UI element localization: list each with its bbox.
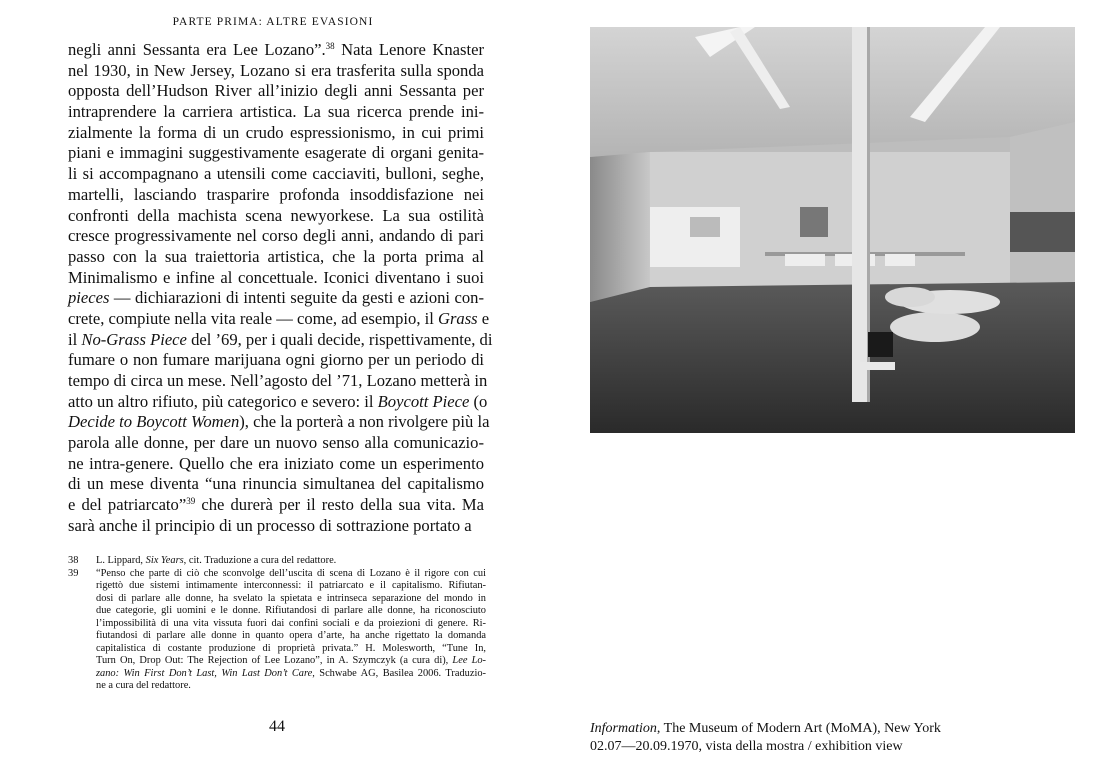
text-run: Nata Lenore Knaster xyxy=(334,40,484,59)
body-line xyxy=(68,164,484,185)
text-run: confronti della machista scena newyorkese. La sua ostilità xyxy=(68,205,484,225)
text-run: Turn On, Drop Out: The Rejection of Lee Lozano”, in A. Szymczyk (a cura di), xyxy=(96,655,453,667)
body-line xyxy=(68,516,484,537)
text-run: e del patriarcato” xyxy=(68,495,187,515)
footnote-line xyxy=(96,680,486,693)
caption-venue: , The Museum of Modern Art (MoMA), New York xyxy=(656,721,941,736)
body-line xyxy=(68,185,484,206)
running-head: PARTE PRIMA: ALTRE EVASIONI xyxy=(172,16,374,28)
footnote xyxy=(68,555,486,568)
text-run: fumare o non fumare marijuana ogni giorno per un periodo di xyxy=(68,350,484,370)
footnote-ref: 39 xyxy=(186,496,196,507)
body-line xyxy=(68,391,488,413)
text-run: che durerà per il resto della sua vita. Ma xyxy=(195,495,484,515)
italic-text: Lee Lo- xyxy=(452,655,486,667)
caption-line-2: 02.07—20.09.1970, vista della mostra / exhibition view xyxy=(590,739,903,754)
exhibition-photo xyxy=(590,27,1075,433)
text-run: L. Lippard, xyxy=(96,555,146,566)
body-line xyxy=(68,206,484,227)
caption-line-1 xyxy=(590,720,1010,738)
text-run: ), che la porterà a non rivolgere più la xyxy=(239,412,490,432)
photo-caption xyxy=(590,720,1010,756)
text-run: due categorie, gli uomini e le donne. Rifiutandosi di parlare alle donne, ha riconosciuto xyxy=(96,605,486,617)
text-run: piani e immagini suggestivamente esagerate di organi genita- xyxy=(68,143,484,163)
footnote-text xyxy=(96,568,486,693)
text-run: di un mese diventa “una rinuncia simultanea del capitalismo xyxy=(68,474,484,494)
text-run: il xyxy=(68,329,82,349)
footnote-line xyxy=(96,655,486,668)
text-run: sarà anche il principio di un processo di sottrazione portato a xyxy=(68,515,472,535)
body-line xyxy=(68,474,484,495)
text-run: crete, compiute nella vita reale — come, ad esempio, il xyxy=(68,308,438,328)
body-line xyxy=(68,308,490,330)
body-line xyxy=(68,123,484,144)
footnote-number: 38 xyxy=(68,555,79,566)
text-run: , cit. Traduzione a cura del redattore. xyxy=(183,555,337,566)
text-run: nel 1930, in New Jersey, Lozano si era trasferita sulla sponda xyxy=(68,60,484,80)
text-run: dosi di parlare alle donne, ha svelato la spietata e intrinseca separazione del mondo in xyxy=(96,592,486,604)
footnote-line xyxy=(96,580,486,593)
body-line xyxy=(68,268,484,289)
body-line xyxy=(68,247,484,268)
text-run: atto un altro rifiuto, più categorico e severo: il xyxy=(68,391,378,411)
text-run: opposta dell’Hudson River all’inizio degli anni Sessanta per xyxy=(68,81,484,101)
italic-text: pieces xyxy=(68,288,110,308)
body-line xyxy=(68,329,493,351)
text-run: “Penso che parte di ciò che sconvolge dell’uscita di scena di Lozano è il rigore con cui xyxy=(96,567,486,579)
body-line xyxy=(68,371,488,392)
footnotes xyxy=(68,555,486,693)
text-run: passo con la sua traiettoria artistica, che la porta prima al xyxy=(68,246,484,266)
body-line xyxy=(68,495,484,516)
footnote-number: 39 xyxy=(68,567,79,579)
footnote-line xyxy=(96,555,486,568)
body-line xyxy=(68,40,484,61)
text-run: fiutandosi di parlare alle donne in quanto opera d’arte, ha anche rigettato la domanda xyxy=(96,630,486,642)
text-run: negli anni Sessanta era Lee Lozano”. xyxy=(68,40,326,59)
text-run: martelli, lasciando trasparire profonda insoddisfazione nei xyxy=(68,184,484,204)
caption-title: Information xyxy=(590,721,657,736)
body-line xyxy=(68,81,484,102)
text-run: Minimalismo e infine al concettuale. Iconici diventano i suoi xyxy=(68,267,484,287)
italic-text: Decide to Boycott Women xyxy=(68,412,240,432)
text-run: capitalistica di costante produzione di proprietà privata.” H. Molesworth, “Tune In, xyxy=(96,642,486,654)
text-run: li si accompagnano a utensili come cacciaviti, bulloni, seghe, xyxy=(68,164,484,184)
footnote-line xyxy=(96,593,486,606)
footnote-line xyxy=(96,568,486,581)
text-run: e xyxy=(477,308,490,328)
italic-text: Boycott Piece xyxy=(377,391,470,411)
text-run: parola alle donne, per dare un nuovo senso alla comunicazio- xyxy=(68,433,484,453)
body-line xyxy=(68,433,484,454)
footnote-text xyxy=(96,555,486,568)
text-run: cresce progressivamente nel corso degli anni, andando di pari xyxy=(68,226,484,246)
body-line xyxy=(68,412,490,433)
text-run: ne intra-genere. Quello che era iniziato come un esperimento xyxy=(68,453,484,473)
body-line xyxy=(68,454,484,475)
italic-text: Grass xyxy=(437,308,478,328)
body-line xyxy=(68,143,484,164)
body-line xyxy=(68,102,484,123)
text-run: ne a cura del redattore. xyxy=(96,680,191,692)
footnote-line xyxy=(96,630,486,643)
text-run: del ’69, per i quali decide, rispettivamente, di xyxy=(186,329,493,349)
body-line xyxy=(68,288,484,309)
text-run: , Schwabe AG, Basilea 2006. Traduzio- xyxy=(312,667,487,679)
footnote-line xyxy=(96,605,486,618)
text-run: tempo di circa un mese. Nell’agosto del ’71, Lozano metterà in xyxy=(68,371,488,390)
body-text xyxy=(68,40,493,537)
text-run: intraprendere la carriera artistica. La sua ricerca prende ini- xyxy=(68,102,484,122)
footnote-line xyxy=(96,618,486,631)
italic-text: zano: Win First Don’t Last, Win Last Don’t Care xyxy=(96,667,313,679)
italic-text: No-Grass Piece xyxy=(81,329,187,349)
text-run: rigettò due sistemi intimamente interconnessi: il patriarcato e il capitalismo. Rifiutan- xyxy=(96,580,486,592)
body-line xyxy=(68,61,484,82)
text-run: — dichiarazioni di intenti seguite da gesti e azioni con- xyxy=(109,288,484,308)
body-line xyxy=(68,350,484,371)
footnote-line xyxy=(96,643,486,656)
text-run: l’impossibilità di una vita vissuta fuori dai confini sociali e da proiezioni di genere. Ri- xyxy=(96,617,486,629)
page-number: 44 xyxy=(269,718,285,735)
footnote-ref: 38 xyxy=(325,41,335,51)
text-run: (o xyxy=(469,391,488,411)
text-run: zialmente la forma di un crudo espressionismo, in cui primi xyxy=(68,122,484,142)
footnote xyxy=(68,568,486,693)
body-line xyxy=(68,226,484,247)
footnote-line xyxy=(96,668,486,681)
italic-text: Six Years xyxy=(145,555,184,566)
